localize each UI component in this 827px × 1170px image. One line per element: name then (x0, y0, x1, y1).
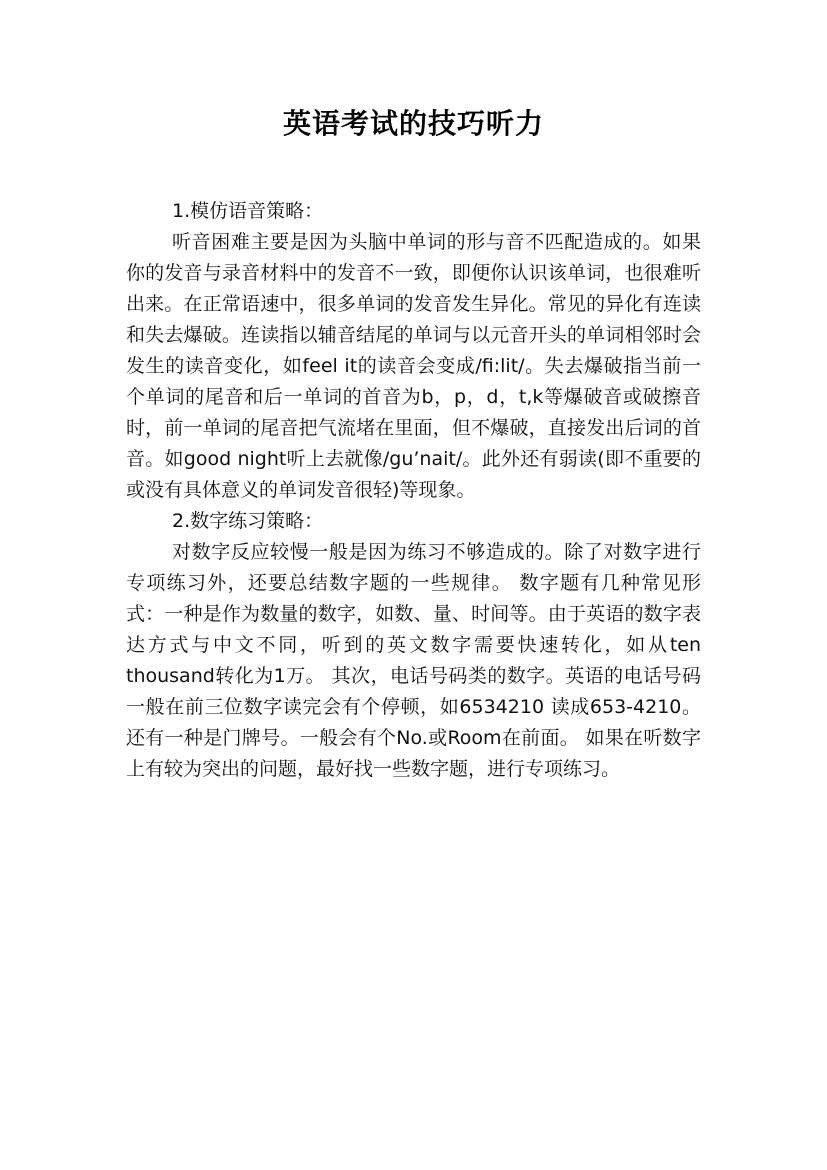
section-1 (126, 196, 701, 506)
section-2 (126, 506, 701, 785)
section-paragraph: 对数字反应较慢一般是因为练习不够造成的。除了对数字进行专项练习外，还要总结数字题的一些规律。 数字题有几种常见形式：一种是作为数量的数字，如数、量、时间等。由于英语的数字表达方式与中文不同，听到的英文数字需要快速转化，如从ten thousand转化为1万。 其次，电话号码类的数字。英语的电话号码一般在前三位数字读完会有个停顿，如6534210 读成653-4210。 还有一种是门牌号。一般会有个No.或Room在前面。 如果在听数字上有较为突出的问题，最好找一些数字题，进行专项练习。 (126, 541, 701, 780)
document-title: 英语考试的技巧听力 (282, 107, 544, 140)
section-paragraph: 听音困难主要是因为头脑中单词的形与音不匹配造成的。如果你的发音与录音材料中的发音不一致，即便你认识该单词，也很难听出来。在正常语速中，很多单词的发音发生异化。常见的异化有连读和失去爆破。连读指以辅音结尾的单词与以元音开头的单词相邻时会发生的读音变化，如feel it的读音会变成/fi:lit/。失去爆破指当前一个单词的尾音和后一单词的首音为b，p，d，t,k等爆破音或破擦音时，前一单词的尾音把气流堵在里面，但不爆破，直接发出后词的首音。如good night听上去就像/gu’nait/。此外还有弱读(即不重要的或没有具体意义的单词发音很轻)等现象。 (126, 231, 701, 501)
document-page (126, 96, 701, 785)
section-heading: 2.数字练习策略： (172, 510, 324, 532)
section-heading: 1.模仿语音策略： (172, 200, 324, 222)
